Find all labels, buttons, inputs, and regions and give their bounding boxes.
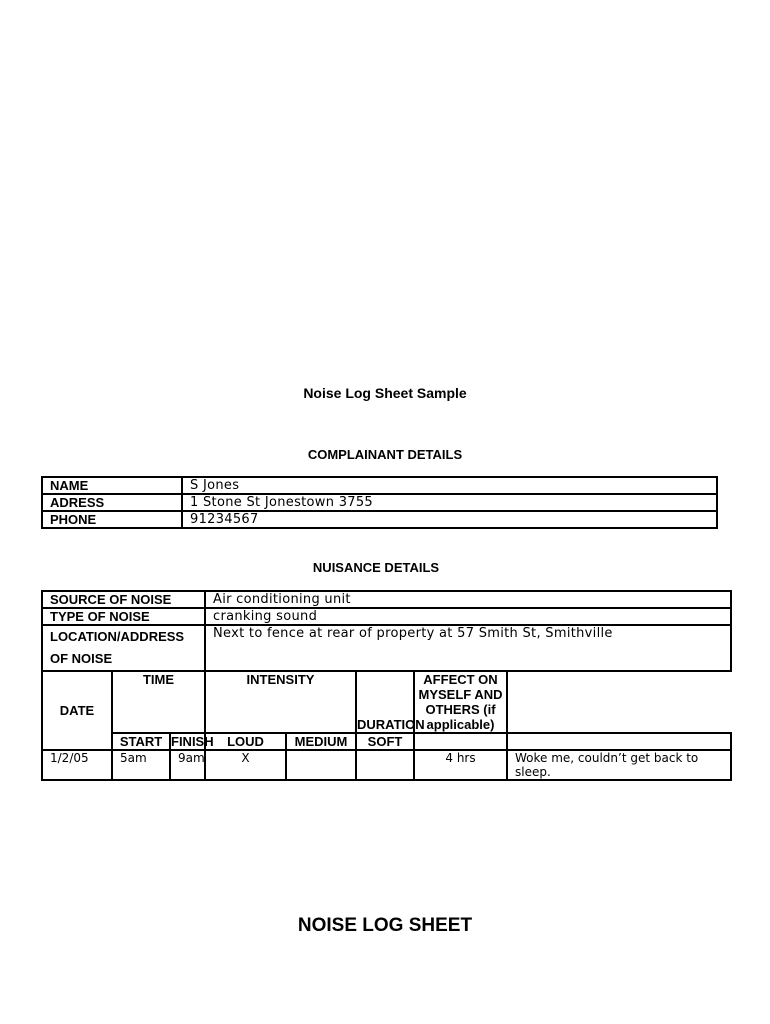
complainant-details-table	[41, 476, 718, 529]
log-subheader-row	[42, 733, 731, 750]
entry-duration: 4 hrs	[414, 750, 507, 780]
log-header-row	[42, 671, 731, 733]
medium-header: MEDIUM	[286, 733, 356, 750]
entry-soft	[356, 750, 414, 780]
table-row	[42, 591, 731, 608]
source-of-noise-value: Air conditioning unit	[205, 591, 731, 608]
soft-header: SOFT	[356, 733, 414, 750]
name-label: NAME	[42, 477, 182, 494]
table-row	[42, 608, 731, 625]
affect-subheader-empty	[507, 733, 731, 750]
table-row	[42, 494, 717, 511]
intensity-header: INTENSITY	[205, 671, 356, 733]
type-of-noise-value: cranking sound	[205, 608, 731, 625]
phone-label: PHONE	[42, 511, 182, 528]
complainant-details-heading: COMPLAINANT DETAILS	[307, 447, 463, 462]
location-label-line1: LOCATION/ADDRESS	[50, 629, 185, 644]
duration-header: DURATION	[356, 671, 414, 733]
table-row	[42, 477, 717, 494]
entry-date: 1/2/05	[42, 750, 112, 780]
location-of-noise-label	[42, 625, 205, 671]
affect-header: AFFECT ON MYSELF AND OTHERS (if applicable)	[414, 671, 507, 733]
entry-affect: Woke me, couldn’t get back to sleep.	[507, 750, 731, 780]
footer-title: NOISE LOG SHEET	[297, 915, 473, 936]
nuisance-details-heading: NUISANCE DETAILS	[312, 560, 440, 575]
location-of-noise-value: Next to fence at rear of property at 57 Smith St, Smithville	[205, 625, 731, 671]
time-header: TIME	[112, 671, 205, 733]
entry-medium	[286, 750, 356, 780]
table-row	[42, 625, 731, 671]
entry-loud: X	[205, 750, 286, 780]
loud-header: LOUD	[205, 733, 286, 750]
finish-header: FINISH	[171, 734, 214, 749]
address-value: 1 Stone St Jonestown 3755	[182, 494, 717, 511]
phone-value: 91234567	[182, 511, 717, 528]
type-of-noise-label: TYPE OF NOISE	[42, 608, 205, 625]
duration-subheader-empty	[414, 733, 507, 750]
start-header: START	[112, 733, 170, 750]
entry-finish: 9am	[170, 750, 205, 780]
date-header: DATE	[42, 671, 112, 750]
nuisance-details-table	[41, 590, 732, 781]
name-value: S Jones	[182, 477, 717, 494]
table-row	[42, 511, 717, 528]
address-label: ADRESS	[42, 494, 182, 511]
table-row	[42, 750, 731, 780]
entry-start: 5am	[112, 750, 170, 780]
location-label-line2: OF NOISE	[50, 651, 113, 666]
source-of-noise-label: SOURCE OF NOISE	[42, 591, 205, 608]
document-title: Noise Log Sheet Sample	[303, 385, 467, 401]
